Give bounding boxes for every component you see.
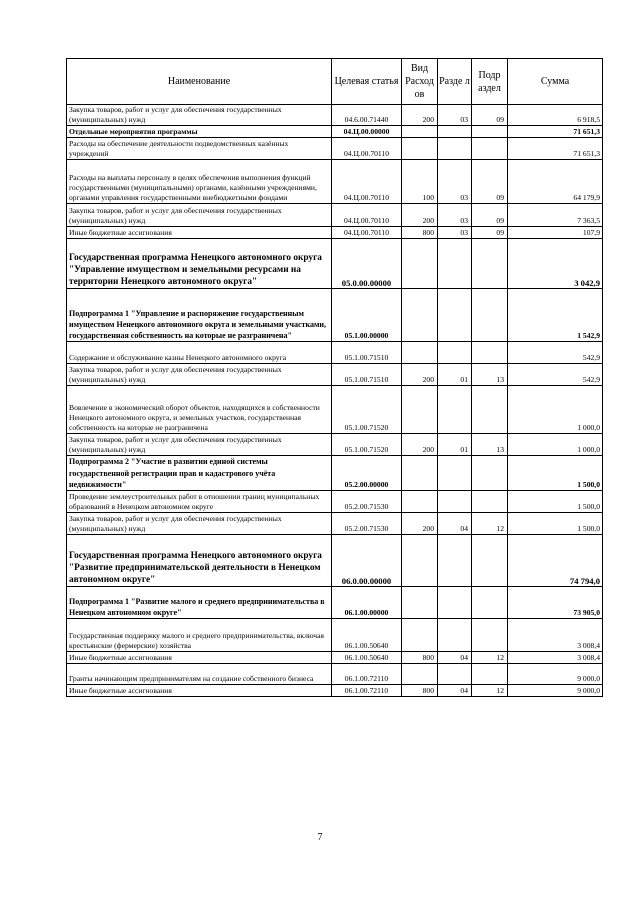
cell-kind: 800 <box>402 685 438 697</box>
header-sum: Сумма <box>508 59 603 105</box>
cell-kind <box>402 587 438 619</box>
cell-sum: 73 905,0 <box>508 587 603 619</box>
header-subsection: Подр аздел <box>472 59 508 105</box>
cell-target: 04.Ц.00.70110 <box>332 160 402 204</box>
cell-subsection <box>472 456 508 491</box>
cell-kind: 800 <box>402 227 438 239</box>
cell-section <box>438 535 472 587</box>
cell-section: 04 <box>438 513 472 535</box>
cell-section: 01 <box>438 434 472 456</box>
cell-sum: 542,9 <box>508 364 603 386</box>
budget-table <box>66 58 603 697</box>
cell-subsection <box>472 289 508 342</box>
cell-sum: 9 000,0 <box>508 664 603 685</box>
cell-sum: 64 179,9 <box>508 160 603 204</box>
header-kind: Вид Расход ов <box>402 59 438 105</box>
table-body <box>67 105 603 697</box>
cell-name: Расходы на выплаты персоналу в целях обеспечения выполнения функций государственными (муниципальными) органами, казёнными учреждениями, органами управления государственными внебюджетными фондами <box>67 160 332 204</box>
table-row <box>67 204 603 227</box>
cell-subsection: 09 <box>472 204 508 227</box>
cell-subsection: 12 <box>472 652 508 664</box>
cell-name: Закупка товаров, работ и услуг для обеспечения государственных (муниципальных) нужд <box>67 434 332 456</box>
cell-subsection: 13 <box>472 364 508 386</box>
cell-sum: 3 008,4 <box>508 652 603 664</box>
cell-target: 05.1.00.71520 <box>332 386 402 434</box>
cell-target: 05.1.00.71520 <box>332 434 402 456</box>
cell-kind: 200 <box>402 204 438 227</box>
table-row <box>67 685 603 697</box>
cell-subsection <box>472 491 508 513</box>
cell-target: 04.Ц.00.00000 <box>332 126 402 138</box>
cell-kind <box>402 138 438 160</box>
cell-kind <box>402 456 438 491</box>
cell-section <box>438 126 472 138</box>
cell-subsection <box>472 386 508 434</box>
table-row <box>67 491 603 513</box>
table-row <box>67 619 603 652</box>
cell-name: Подпрограмма 1 "Управление и распоряжение государственным имуществом Ненецкого автономного округа и земельными участками, государственная собственность на которые не разграничена" <box>67 289 332 342</box>
cell-subsection <box>472 619 508 652</box>
cell-section <box>438 587 472 619</box>
cell-sum: 542,9 <box>508 342 603 364</box>
cell-sum: 1 500,0 <box>508 513 603 535</box>
cell-target: 05.1.00.71510 <box>332 364 402 386</box>
cell-name: Закупка товаров, работ и услуг для обеспечения государственных (муниципальных) нужд <box>67 364 332 386</box>
cell-target: 06.1.00.72110 <box>332 664 402 685</box>
cell-sum: 9 000,0 <box>508 685 603 697</box>
table-row <box>67 434 603 456</box>
cell-kind <box>402 491 438 513</box>
table-row <box>67 364 603 386</box>
cell-sum: 71 651,3 <box>508 126 603 138</box>
cell-kind <box>402 664 438 685</box>
table-row <box>67 138 603 160</box>
cell-section: 03 <box>438 105 472 126</box>
table-row <box>67 535 603 587</box>
cell-subsection: 12 <box>472 513 508 535</box>
cell-name: Отдельные мероприятия программы <box>67 126 332 138</box>
table-row <box>67 664 603 685</box>
cell-subsection <box>472 664 508 685</box>
cell-name: Государственная поддержку малого и среднего предпринимательства, включая крестьянские (фермерские) хозяйства <box>67 619 332 652</box>
cell-name: Вовлечение в экономический оборот объектов, находящихся в собственности Ненецкого автономного округа, и земельных участков, государственная собственность на которые не разграничена <box>67 386 332 434</box>
cell-kind: 200 <box>402 105 438 126</box>
cell-target: 05.0.00.00000 <box>332 239 402 289</box>
header-section: Разде л <box>438 59 472 105</box>
cell-subsection: 13 <box>472 434 508 456</box>
cell-name: Закупка товаров, работ и услуг для обеспечения государственных (муниципальных) нужд <box>67 105 332 126</box>
cell-target: 05.2.00.71530 <box>332 513 402 535</box>
table-row <box>67 105 603 126</box>
cell-name: Закупка товаров, работ и услуг для обеспечения государственных (муниципальных) нужд <box>67 513 332 535</box>
cell-section: 03 <box>438 227 472 239</box>
cell-target: 05.2.00.71530 <box>332 491 402 513</box>
cell-section <box>438 491 472 513</box>
cell-kind <box>402 619 438 652</box>
cell-target: 06.0.00.00000 <box>332 535 402 587</box>
table-row <box>67 289 603 342</box>
header-name: Наименование <box>67 59 332 105</box>
cell-subsection <box>472 239 508 289</box>
cell-target: 06.1.00.72110 <box>332 685 402 697</box>
cell-name: Закупка товаров, работ и услуг для обеспечения государственных (муниципальных) нужд <box>67 204 332 227</box>
cell-section <box>438 138 472 160</box>
cell-section <box>438 289 472 342</box>
cell-name: Подпрограмма 1 "Развитие малого и среднего предпринимательства в Ненецком автономном округе" <box>67 587 332 619</box>
table-row <box>67 456 603 491</box>
cell-section: 01 <box>438 364 472 386</box>
cell-sum: 1 500,0 <box>508 456 603 491</box>
table-row <box>67 652 603 664</box>
cell-name: Расходы на обеспечение деятельности подведомственных казённых учреждений <box>67 138 332 160</box>
cell-name: Гранты начинающим предпринимателям на создание собственного бизнеса <box>67 664 332 685</box>
table-row <box>67 126 603 138</box>
cell-section <box>438 619 472 652</box>
table-header-row <box>67 59 603 105</box>
cell-sum: 1 500,0 <box>508 491 603 513</box>
header-target: Целевая статья <box>332 59 402 105</box>
page-number: 7 <box>317 832 323 843</box>
table-row <box>67 239 603 289</box>
cell-sum: 1 000,0 <box>508 434 603 456</box>
cell-kind <box>402 386 438 434</box>
cell-section <box>438 342 472 364</box>
cell-sum: 71 651,3 <box>508 138 603 160</box>
cell-section <box>438 664 472 685</box>
cell-sum: 107,9 <box>508 227 603 239</box>
cell-subsection: 09 <box>472 105 508 126</box>
cell-subsection <box>472 138 508 160</box>
cell-target: 06.1.00.50640 <box>332 652 402 664</box>
cell-target: 05.2.00.00000 <box>332 456 402 491</box>
cell-kind <box>402 239 438 289</box>
cell-name: Содержание и обслуживание казны Ненецкого автономного округа <box>67 342 332 364</box>
cell-name: Проведение землеустроительных работ в отношении границ муниципальных образований в Ненецком автономном округе <box>67 491 332 513</box>
cell-section <box>438 386 472 434</box>
cell-sum: 3 042,9 <box>508 239 603 289</box>
cell-name: Подпрограмма 2 "Участие в развитии единой системы государственной регистрации прав и кадастрового учёта недвижимости" <box>67 456 332 491</box>
cell-name: Иные бюджетные ассигнования <box>67 227 332 239</box>
cell-kind: 200 <box>402 434 438 456</box>
table-row <box>67 587 603 619</box>
cell-subsection: 12 <box>472 685 508 697</box>
cell-section: 03 <box>438 160 472 204</box>
table-row <box>67 227 603 239</box>
cell-target: 04.Ц.00.70110 <box>332 204 402 227</box>
cell-subsection <box>472 126 508 138</box>
table-row <box>67 342 603 364</box>
cell-subsection <box>472 342 508 364</box>
cell-name: Государственная программа Ненецкого автономного округа "Развитие предпринимательской деятельности в Ненецком автономном округе" <box>67 535 332 587</box>
cell-name: Иные бюджетные ассигнования <box>67 685 332 697</box>
cell-target: 04.Ц.00.70110 <box>332 227 402 239</box>
cell-name: Иные бюджетные ассигнования <box>67 652 332 664</box>
cell-kind <box>402 126 438 138</box>
cell-sum: 1 542,9 <box>508 289 603 342</box>
cell-sum: 3 008,4 <box>508 619 603 652</box>
cell-section <box>438 456 472 491</box>
table-row <box>67 386 603 434</box>
cell-subsection <box>472 587 508 619</box>
cell-target: 06.1.00.00000 <box>332 587 402 619</box>
cell-sum: 6 918,5 <box>508 105 603 126</box>
cell-kind: 100 <box>402 160 438 204</box>
table-row <box>67 160 603 204</box>
cell-section: 04 <box>438 652 472 664</box>
cell-sum: 74 794,0 <box>508 535 603 587</box>
cell-target: 06.1.00.50640 <box>332 619 402 652</box>
cell-section: 04 <box>438 685 472 697</box>
cell-subsection: 09 <box>472 160 508 204</box>
cell-target: 04.6.00.71440 <box>332 105 402 126</box>
cell-target: 04.Ц.00.70110 <box>332 138 402 160</box>
cell-section: 03 <box>438 204 472 227</box>
cell-kind: 800 <box>402 652 438 664</box>
cell-kind <box>402 289 438 342</box>
cell-sum: 7 363,5 <box>508 204 603 227</box>
cell-kind <box>402 342 438 364</box>
cell-name: Государственная программа Ненецкого автономного округа "Управление имуществом и земельными ресурсами на территории Ненецкого автономного округа" <box>67 239 332 289</box>
cell-target: 05.1.00.00000 <box>332 289 402 342</box>
table-row <box>67 513 603 535</box>
cell-section <box>438 239 472 289</box>
cell-target: 05.1.00.71510 <box>332 342 402 364</box>
cell-subsection: 09 <box>472 227 508 239</box>
cell-kind: 200 <box>402 364 438 386</box>
cell-kind <box>402 535 438 587</box>
cell-subsection <box>472 535 508 587</box>
cell-kind: 200 <box>402 513 438 535</box>
cell-sum: 1 000,0 <box>508 386 603 434</box>
